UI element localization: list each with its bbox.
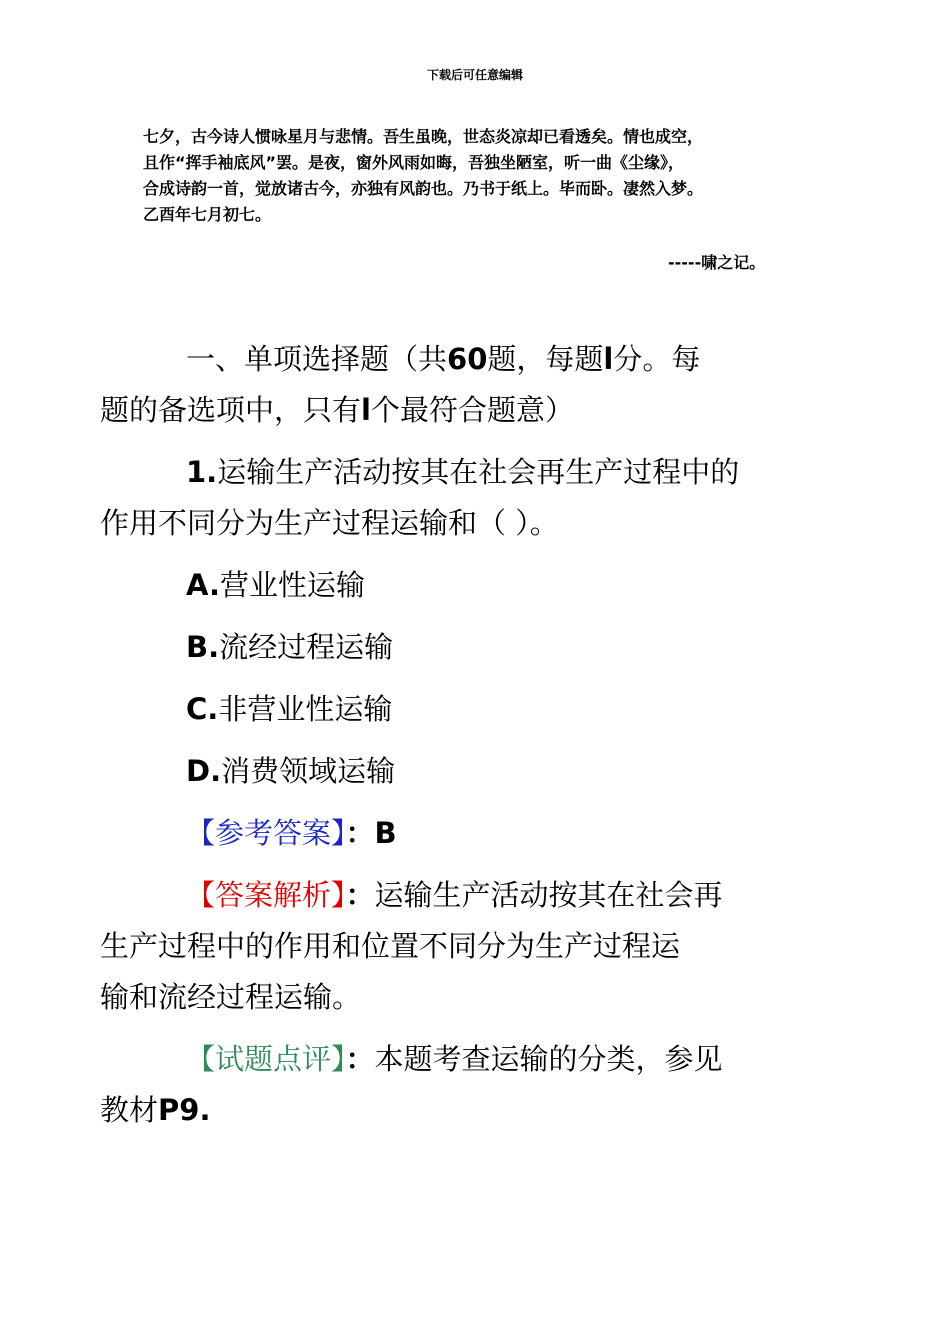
section-title-part: 题的备选项中，只有 — [100, 393, 362, 427]
option-letter: C. — [186, 692, 219, 726]
option-a — [143, 560, 843, 611]
question-number: 1. — [186, 455, 218, 489]
best-count: l — [361, 393, 371, 427]
textbook-page: P9. — [158, 1093, 211, 1127]
preface-signature: -----啸之记。 — [668, 253, 766, 272]
option-letter: D. — [186, 754, 222, 788]
section-title-part: 分。每 — [613, 342, 701, 376]
reference-answer — [143, 808, 843, 859]
analysis-text: 生产过程中的作用和位置不同分为生产过程运 — [100, 929, 681, 963]
colon: ： — [345, 816, 375, 850]
option-c — [143, 684, 843, 735]
colon: ： — [345, 878, 375, 912]
preface-line: 乙酉年七月初七。 — [143, 205, 272, 224]
question-stem — [100, 447, 843, 549]
option-text: 营业性运输 — [220, 568, 366, 602]
page-header: 下载后可任意编辑 — [426, 68, 523, 82]
option-b — [143, 622, 843, 673]
question-text: 运输生产活动按其在社会再生产过程中的 — [217, 455, 740, 489]
preface-line: 七夕，古今诗人惯咏星月与悲情。吾生虽晚，世态炎凉却已看透矣。情也成空， — [143, 127, 704, 146]
option-text: 流经过程运输 — [219, 630, 394, 664]
reference-answer-label: 【参考答案】 — [186, 816, 346, 850]
answer-analysis — [100, 870, 843, 1023]
main-content — [100, 334, 843, 1147]
question-comment — [100, 1034, 843, 1136]
comment-text: 本题考查运输的分类，参见 — [374, 1042, 723, 1076]
option-letter: B. — [186, 630, 220, 664]
section-title-part: 一、单项选择题（共 — [186, 342, 448, 376]
analysis-text: 运输生产活动按其在社会再 — [374, 878, 723, 912]
point-value: l — [603, 342, 614, 376]
question-comment-label: 【试题点评】 — [186, 1042, 346, 1076]
comment-text: 教材 — [100, 1093, 159, 1127]
preface — [143, 124, 811, 228]
option-text: 消费领域运输 — [221, 754, 396, 788]
analysis-text: 输和流经过程运输。 — [100, 980, 362, 1014]
option-text: 非营业性运输 — [218, 692, 393, 726]
preface-line: 合成诗韵一首，觉放诸古今，亦独有风韵也。乃书于纸上。毕而卧。凄然入梦。 — [143, 179, 704, 198]
option-d — [143, 746, 843, 797]
colon: ： — [345, 1042, 375, 1076]
reference-answer-value: B — [374, 816, 397, 850]
section-title — [100, 334, 843, 436]
section-title-part: 题，每题 — [487, 342, 604, 376]
question-count: 60 — [447, 342, 488, 376]
answer-analysis-label: 【答案解析】 — [186, 878, 346, 912]
preface-line: 且作“挥手袖底风”罢。是夜，窗外风雨如晦，吾独坐陋室，听一曲《尘缘》， — [143, 153, 685, 172]
section-title-part: 个最符合题意） — [370, 393, 574, 427]
option-letter: A. — [186, 568, 220, 602]
question-text: 作用不同分为生产过程运输和（ ）。 — [100, 506, 559, 540]
